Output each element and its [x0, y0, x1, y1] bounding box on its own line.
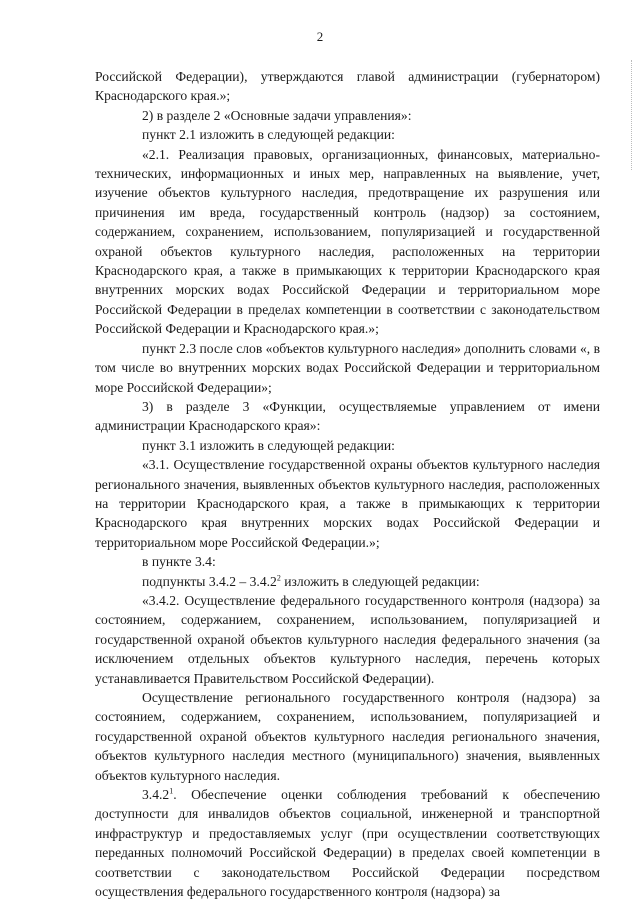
- paragraph: пункт 2.3 после слов «объектов культурного наследия» дополнить словами «, в том числе во внутренних морских водах Российской Федерации и территориальном море Российской Федерации»;: [95, 340, 600, 395]
- paragraph: Осуществление регионального государственного контроля (надзора) за состоянием, содержанием, сохранением, использованием, популяризацией и государственной охраной объектов культурного наследия регионального значения, объектов культурного наследия местного (муниципального) значения, выявленных объектов культурного наследия.: [95, 690, 600, 783]
- paragraph: 3) в разделе 3 «Функции, осуществляемые управлением от имени администрации Краснодарского края»:: [95, 398, 600, 434]
- paragraph: пункт 3.1 изложить в следующей редакции:: [142, 437, 395, 453]
- paragraph-text: изложить в следующей редакции:: [280, 573, 480, 589]
- scan-margin-mark: [631, 60, 636, 170]
- paragraph: Российской Федерации), утверждаются главой администрации (губернатором) Краснодарского края.»;: [95, 69, 600, 104]
- page-number: 2: [316, 29, 324, 44]
- paragraph-text: подпункты 3.4.2 – 3.4.2: [142, 573, 277, 589]
- paragraph: «3.1. Осуществление государственной охраны объектов культурного наследия регионального значения, выявленных объектов культурного наследия, расположенных на территории Краснодарского края, а также в примыкающих к территории Краснодарского края внутренних морских водах Российской Федерации и территориальном море Российской Федерации.»;: [95, 457, 600, 550]
- paragraph-text: 3.4.2: [142, 787, 170, 803]
- superscript: 2: [276, 573, 281, 583]
- document-body: [95, 67, 600, 901]
- superscript: 1: [169, 786, 174, 796]
- paragraph: [95, 572, 600, 591]
- paragraph: «3.4.2. Осуществление федерального государственного контроля (надзора) за состоянием, содержанием, сохранением, использованием, популяризацией и государственной охраной объектов культурного наследия федерального значения (за исключением отдельных объектов культурного наследия, перечень которых устанавливается Правительством Российской Федерации).: [95, 592, 600, 686]
- paragraph: [95, 785, 600, 901]
- paragraph: «2.1. Реализация правовых, организационных, финансовых, материально-технических, информационных и иных мер, направленных на выявление, учет, изучение объектов культурного наследия, предотвращение их разрушения или причинения им вреда, государственный контроль (надзор) за состоянием, содержанием, сохранением, использованием, популяризацией и государственной охраной объектов культурного наследия, расположенных на территории Краснодарского края, а также в примыкающих к территории Краснодарского края внутренних морских водах Российской Федерации и территориальном море Российской Федерации в пределах компетенции в соответствии с законодательством Российской Федерации и Краснодарского края.»;: [95, 146, 600, 337]
- paragraph: пункт 2.1 изложить в следующей редакции:: [142, 127, 395, 143]
- paragraph: 2) в разделе 2 «Основные задачи управления»:: [142, 107, 412, 123]
- paragraph-text: . Обеспечение оценки соблюдения требований к обеспечению доступности для инвалидов объектов социальной, инженерной и транспортной инфраструктур и предоставляемых услуг (при осуществлении соответствующих переданных полномочий Российской Федерации) в пределах своей компетенции в соответствии с законодательством Российской Федерации посредством осуществления федерального государственного контроля (надзора) за: [95, 787, 600, 900]
- paragraph: в пункте 3.4:: [142, 554, 216, 570]
